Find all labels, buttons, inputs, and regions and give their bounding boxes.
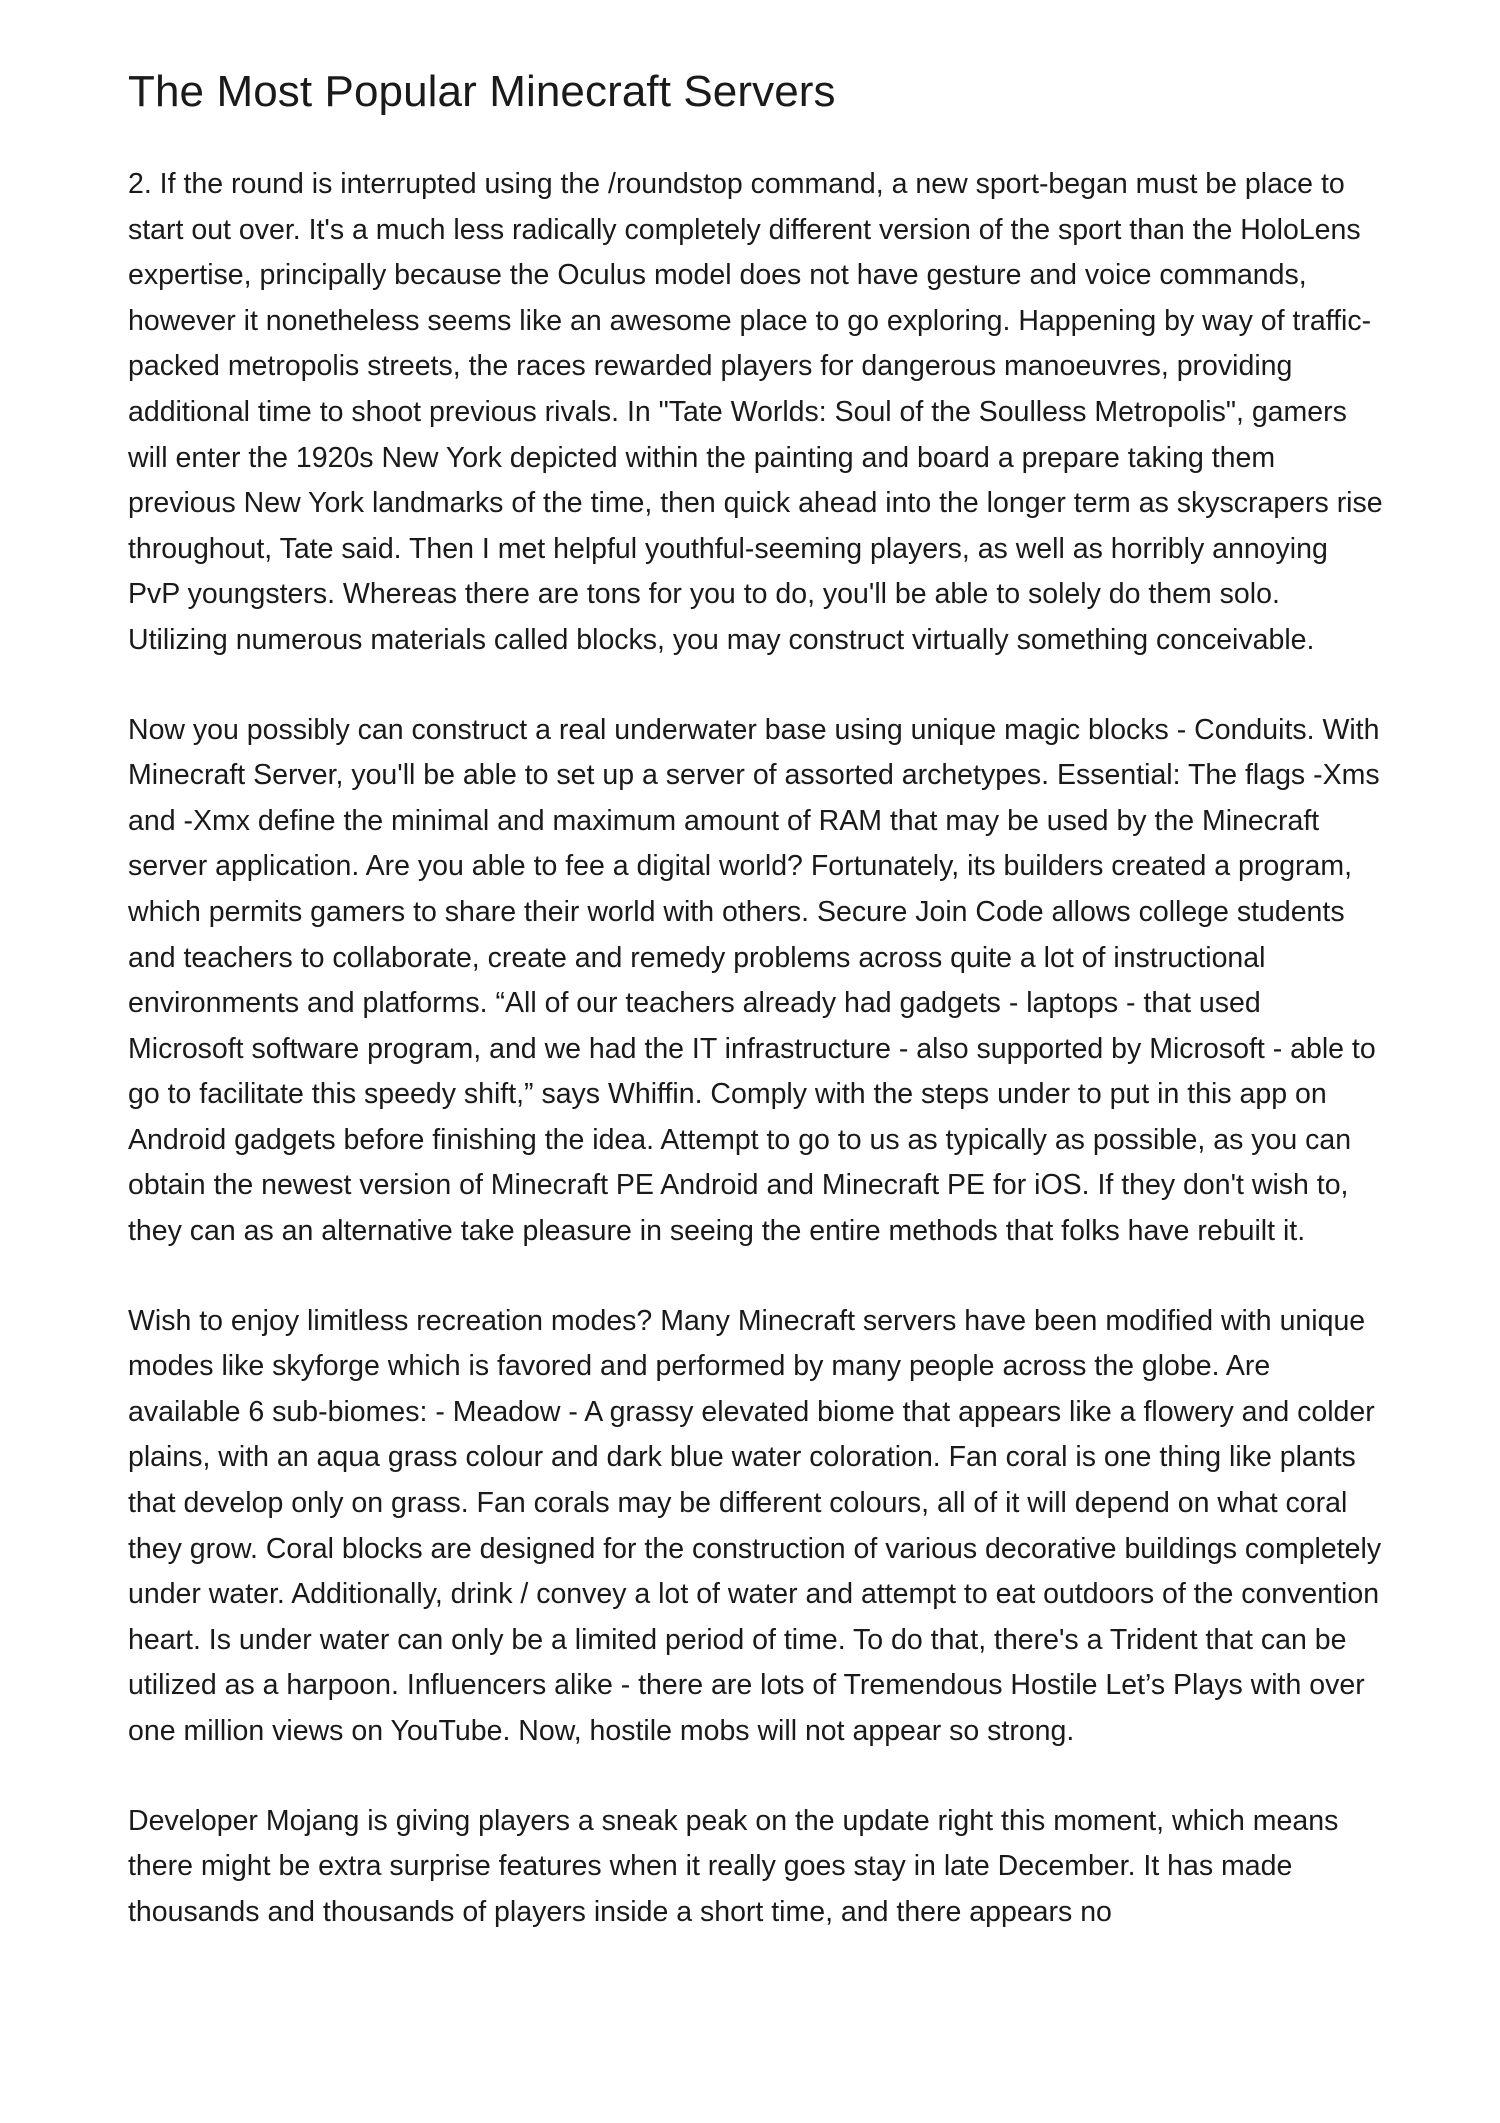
paragraph: Developer Mojang is giving players a sneak peak on the update right this moment, which means there might be extra surprise features when it really goes stay in late December. It has made thousands and thousands of players inside a short time, and there appears no: [128, 1804, 1339, 1928]
paragraph: 2. If the round is interrupted using the /roundstop command, a new sport-began must be place to start out over. It's a much less radically completely different version of the sport than the HoloLens expertise, principally because the Oculus model does not have gesture and voice commands, however it nonetheless seems like an awesome place to go exploring. Happening by way of traffic-packed metropolis streets, the races rewarded players for dangerous manoeuvres, providing additional time to shoot previous rivals. In "Tate Worlds: Soul of the Soulless Metropolis", gamers will enter the 1920s New York depicted within the painting and board a prepare taking them previous New York landmarks of the time, then quick ahead into the longer term as skyscrapers rise throughout, Tate said. Then I met helpful youthful-seeming players, as well as horribly annoying PvP youngsters. Whereas there are tons for you to do, you'll be able to solely do them solo. Utilizing numerous materials called blocks, you may construct virtually something conceivable.: [128, 168, 1383, 656]
document-page: [128, 62, 1384, 1979]
paragraph: Wish to enjoy limitless recreation modes? Many Minecraft servers have been modified with unique modes like skyforge which is favored and performed by many people across the globe. Are available 6 sub-biomes: - Meadow - A grassy elevated biome that appears like a flowery and colder plains, with an aqua grass colour and dark blue water coloration. Fan coral is one thing like plants that develop only on grass. Fan corals may be different colours, all of it will depend on what coral they grow. Coral blocks are designed for the construction of various decorative buildings completely under water. Additionally, drink / convey a lot of water and attempt to eat outdoors of the convention heart. Is under water can only be a limited period of time. To do that, there's a Trident that can be utilized as a harpoon. Influencers alike - there are lots of Tremendous Hostile Let’s Plays with over one million views on YouTube. Now, hostile mobs will not appear so strong.: [128, 1304, 1382, 1747]
paragraph: Now you possibly can construct a real underwater base using unique magic blocks - Conduits. With Minecraft Server, you'll be able to set up a server of assorted archetypes. Essential: The flags -Xms and -Xmx define the minimal and maximum amount of RAM that may be used by the Minecraft server application. Are you able to fee a digital world? Fortunately, its builders created a program, which permits gamers to share their world with others. Secure Join Code allows college students and teachers to collaborate, create and remedy problems across quite a lot of instructional environments and platforms. “All of our teachers already had gadgets - laptops - that used Microsoft software program, and we had the IT infrastructure - also supported by Microsoft - able to go to facilitate this speedy shift,” says Whiffin. Comply with the steps under to put in this app on Android gadgets before finishing the idea. Attempt to go to us as typically as possible, as you can obtain the newest version of Minecraft PE Android and Minecraft PE for iOS. If they don't wish to, they can as an alternative take pleasure in seeing the entire methods that folks have rebuilt it.: [128, 713, 1380, 1248]
document-title: The Most Popular Minecraft Servers: [128, 67, 836, 116]
